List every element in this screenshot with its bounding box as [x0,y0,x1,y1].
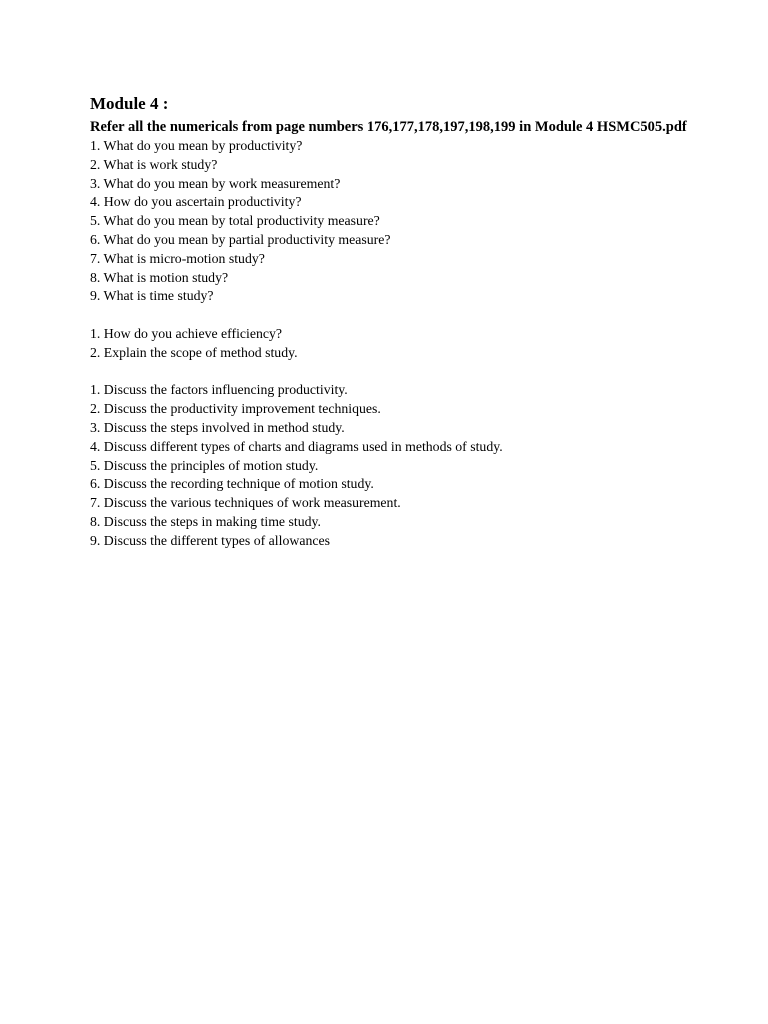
list-item: 3. What do you mean by work measurement? [90,175,341,191]
list-item: 6. What do you mean by partial productivity measure? [90,231,391,247]
list-item: 8. Discuss the steps in making time study. [90,513,321,529]
list-item: 9. Discuss the different types of allowances [90,532,330,548]
module-title: Module 4 : [90,94,169,113]
list-item: 5. Discuss the principles of motion study. [90,457,319,473]
list-item: 2. Discuss the productivity improvement techniques. [90,401,381,417]
section-gap [90,306,710,325]
list-item: 7. Discuss the various techniques of work measurement. [90,495,401,511]
list-item: 4. How do you ascertain productivity? [90,194,302,210]
list-item: 6. Discuss the recording technique of motion study. [90,476,374,492]
list-item: 1. How do you achieve efficiency? [90,325,283,341]
list-item: 1. Discuss the factors influencing productivity. [90,382,348,398]
short-questions-list [90,137,710,306]
section-gap [90,363,710,382]
list-item: 8. What is motion study? [90,269,229,285]
module-instruction: Refer all the numericals from page numbers 176,177,178,197,198,199 in Module 4 HSMC505.pdf [90,119,687,135]
list-item: 2. What is work study? [90,156,218,172]
list-item: 5. What do you mean by total productivity measure? [90,213,380,229]
medium-questions-list [90,325,710,363]
list-item: 3. Discuss the steps involved in method study. [90,419,345,435]
list-item: 7. What is micro-motion study? [90,250,265,266]
list-item: 4. Discuss different types of charts and diagrams used in methods of study. [90,438,503,454]
list-item: 1. What do you mean by productivity? [90,138,303,153]
document-page [90,94,710,551]
list-item: 2. Explain the scope of method study. [90,344,298,360]
list-item: 9. What is time study? [90,288,214,304]
long-questions-list [90,381,710,550]
